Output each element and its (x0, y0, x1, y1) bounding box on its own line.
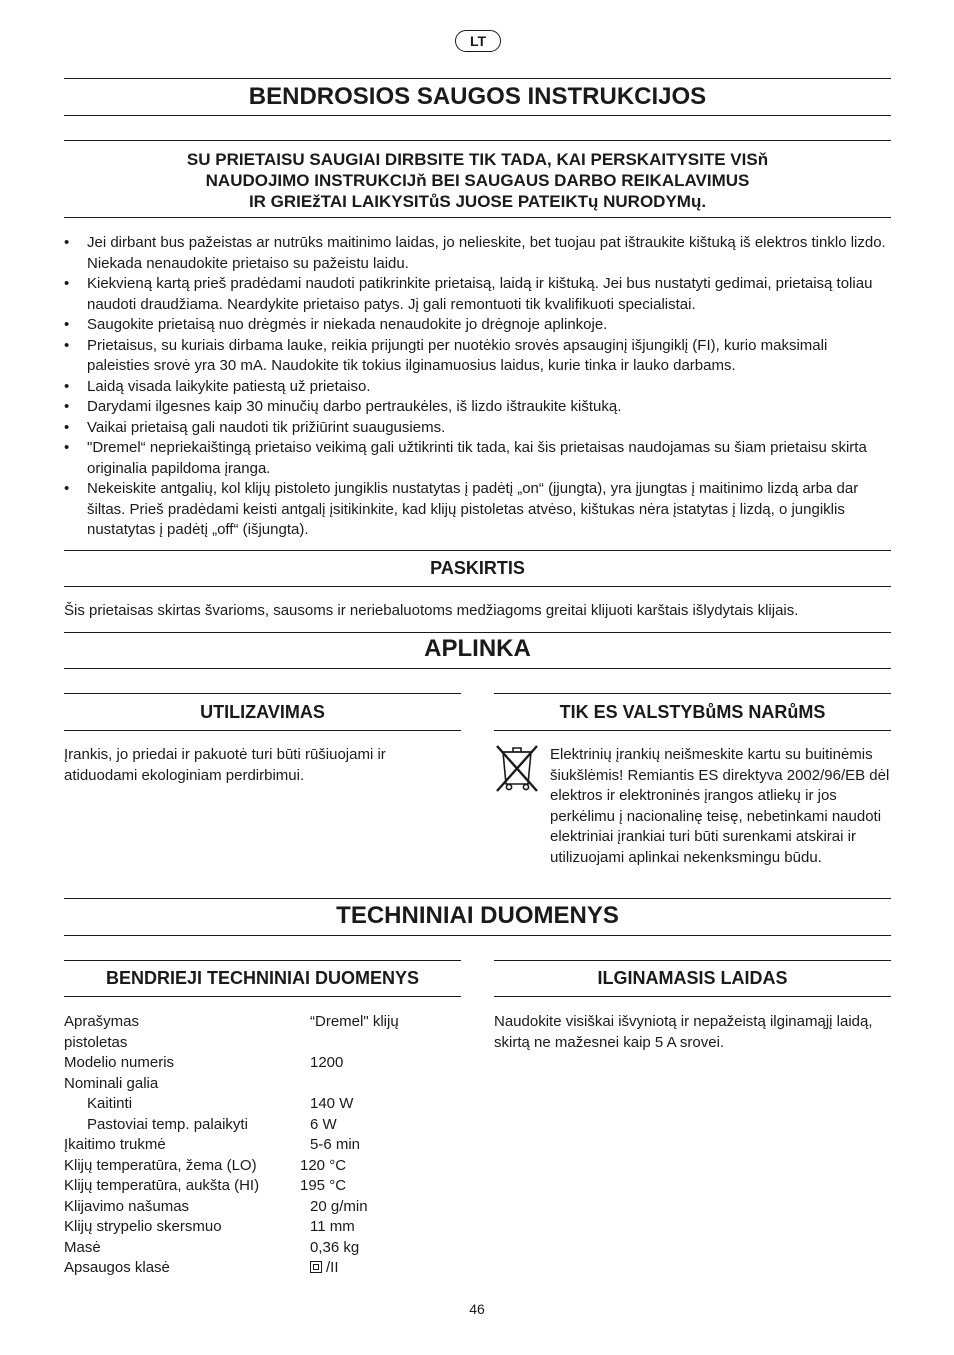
spec-value: 120 °C (300, 1156, 347, 1174)
spec-value: 1200 (310, 1054, 344, 1071)
technical-title: TECHNINIAI DUOMENYS (336, 902, 619, 929)
class-ii-double-insulation-icon (310, 1261, 322, 1273)
purpose-heading: PASKIRTIS (430, 558, 525, 578)
spec-value: 195 °C (300, 1177, 347, 1194)
spec-label: Klijų temperatūra, žema (LO) (64, 1156, 257, 1174)
spec-value: 20 g/min (310, 1197, 368, 1215)
spec-label: pistoletas (64, 1033, 128, 1051)
safety-warning-line: IR GRIEžTAI LAIKYSITůS JUOSE PATEIKTų NURODYMų. (248, 192, 707, 211)
protection-class-value: /II (326, 1259, 339, 1276)
divider (64, 730, 461, 731)
page-title: BENDROSIOS SAUGOS INSTRUKCIJOS (248, 83, 707, 110)
extension-cable-text: Naudokite visiškai išvyniotą ir nepažeistą ilginamąjį laidą, skirtą ne mažesnei kaip 5 A srovei. (494, 1013, 873, 1051)
divider (64, 632, 891, 633)
divider (494, 730, 891, 731)
safety-list (64, 233, 891, 541)
divider (64, 996, 461, 997)
eu-heading: TIK ES VALSTYBůMS NARůMS (559, 702, 826, 722)
list-item: • "Dremel“ nepriekaištingą prietaiso veikimą gali užtikrinti tik tada, kai šis prietaisas naudojamas su šiam prietaisu skirta originalia papildoma įranga. (64, 438, 891, 479)
spec-label: Klijų temperatūra, aukšta (HI) (64, 1177, 260, 1194)
spec-value: 11 mm (310, 1218, 355, 1235)
crossed-out-wheelie-bin-icon (492, 742, 542, 794)
table-row (64, 1135, 424, 1156)
extension-cable-heading: ILGINAMASIS LAIDAS (597, 968, 788, 988)
divider (64, 550, 891, 551)
table-row (64, 1053, 424, 1074)
table-row (64, 1176, 424, 1197)
purpose-text: Šis prietaisas skirtas švarioms, sausoms ir neriebaluotoms medžiagoms greitai klijuoti karštais išlydytais klijais. (64, 602, 799, 619)
divider (494, 693, 891, 694)
table-row (64, 1115, 424, 1136)
list-item: • Laidą visada laikykite patiestą už prietaiso. (64, 377, 891, 398)
divider (64, 693, 461, 694)
spec-label: Įkaitimo trukmė (64, 1136, 166, 1153)
divider (64, 668, 891, 669)
disposal-heading: UTILIZAVIMAS (200, 702, 325, 722)
safety-warning (64, 149, 891, 212)
divider (494, 960, 891, 961)
table-row (64, 1238, 424, 1259)
divider (494, 996, 891, 997)
page-number: 46 (469, 1301, 485, 1317)
table-row (64, 1217, 424, 1238)
spec-label: Pastoviai temp. palaikyti (87, 1115, 248, 1133)
divider (64, 586, 891, 587)
table-row (64, 1033, 424, 1054)
table-row (64, 1074, 424, 1095)
spec-label: Kaitinti (87, 1095, 133, 1112)
spec-value: 0,36 kg (310, 1238, 360, 1256)
spec-label: Klijavimo našumas (64, 1197, 190, 1215)
spec-value: 140 W (310, 1095, 354, 1112)
list-item: • Darydami ilgesnes kaip 30 minučių darbo pertraukėles, iš lizdo ištraukite kištuką. (64, 397, 891, 418)
spec-label: Apsaugos klasė (64, 1259, 170, 1276)
safety-warning-line: NAUDOJIMO INSTRUKCIJň BEI SAUGAUS DARBO REIKALAVIMUS (205, 171, 750, 190)
spec-label: Aprašymas (64, 1013, 140, 1030)
spec-value: 6 W (310, 1115, 337, 1133)
list-item: • Kiekvieną kartą prieš pradėdami naudoti patikrinkite prietaisą, laidą ir kištuką. Jei bus nustatyti gedimai, prietaisą toliau naudoti draudžiama. Neardykite prietaiso patys. Jį gali remontuoti tik kvalifikuoti specialistai. (64, 274, 891, 315)
table-row (64, 1156, 424, 1177)
general-specs-heading: BENDRIEJI TECHNINIAI DUOMENYS (105, 968, 420, 988)
spec-label: Klijų strypelio skersmuo (64, 1218, 222, 1235)
safety-warning-line: SU PRIETAISU SAUGIAI DIRBSITE TIK TADA, KAI PERSKAITYSITE VISň (186, 150, 769, 169)
eu-text: Elektrinių įrankių neišmeskite kartu su buitinėmis šiukšlėmis! Remiantis ES direktyva 2002/96/EB dėl elektros ir elektroninės įrangos atliekų ir jos perkėlimu į nacionalinę teisę, nebetinkami naudoti elektriniai įrankiai turi būti surenkami atskirai ir utilizuojami aplinkai nekenksmingu būdu. (550, 746, 890, 866)
spec-value: “Dremel" klijų (310, 1013, 399, 1030)
spec-value (310, 1258, 339, 1279)
spec-label: Masė (64, 1238, 101, 1256)
list-item: • Prietaisus, su kuriais dirbama lauke, reikia prijungti per nuotėkio srovės apsauginį išjungiklį (FI), kurio maksimali paleisties srovė yra 30 mA. Naudokite tik tokius ilginamuosius laidus, kurie tinka ir lauko darbams. (64, 336, 891, 377)
divider (64, 217, 891, 218)
list-item: • Vaikai prietaisą gali naudoti tik prižiūrint suaugusiems. (64, 418, 891, 439)
divider (64, 960, 461, 961)
spec-label: Nominali galia (64, 1074, 159, 1092)
divider (64, 898, 891, 899)
table-row (64, 1197, 424, 1218)
table-row (64, 1094, 424, 1115)
table-row (64, 1258, 424, 1279)
spec-value: 5-6 min (310, 1136, 361, 1153)
disposal-text: Įrankis, jo priedai ir pakuotė turi būti rūšiuojami ir atiduodami ekologiniam perdirbimui. (64, 746, 386, 784)
language-badge: LT (455, 30, 501, 52)
divider (64, 115, 891, 116)
list-item: • Jei dirbant bus pažeistas ar nutrūks maitinimo laidas, jo nelieskite, bet tuojau pat ištraukite kištuką iš elektros tinklo lizdo. Niekada nenaudokite prietaiso su pažeistu laidu. (64, 233, 891, 274)
list-item: • Nekeiskite antgalių, kol klijų pistoleto jungiklis nustatytas į padėtį „on“ (įjungta), yra įjungtas į maitinimo lizdą arba dar šiltas. Prieš pradėdami keisti antgalį įsitikinkite, kad klijų pistoletas atvėso, kištukas nėra įstatytas į lizdą, o jungiklis nustatytas į padėtį „off“ (išjungta). (64, 479, 891, 541)
divider (64, 935, 891, 936)
environment-title: APLINKA (424, 635, 531, 662)
spec-label: Modelio numeris (64, 1054, 175, 1071)
divider (64, 78, 891, 79)
list-item: • Saugokite prietaisą nuo drėgmės ir niekada nenaudokite jo drėgnoje aplinkoje. (64, 315, 891, 336)
table-row (64, 1012, 424, 1033)
divider (64, 140, 891, 141)
